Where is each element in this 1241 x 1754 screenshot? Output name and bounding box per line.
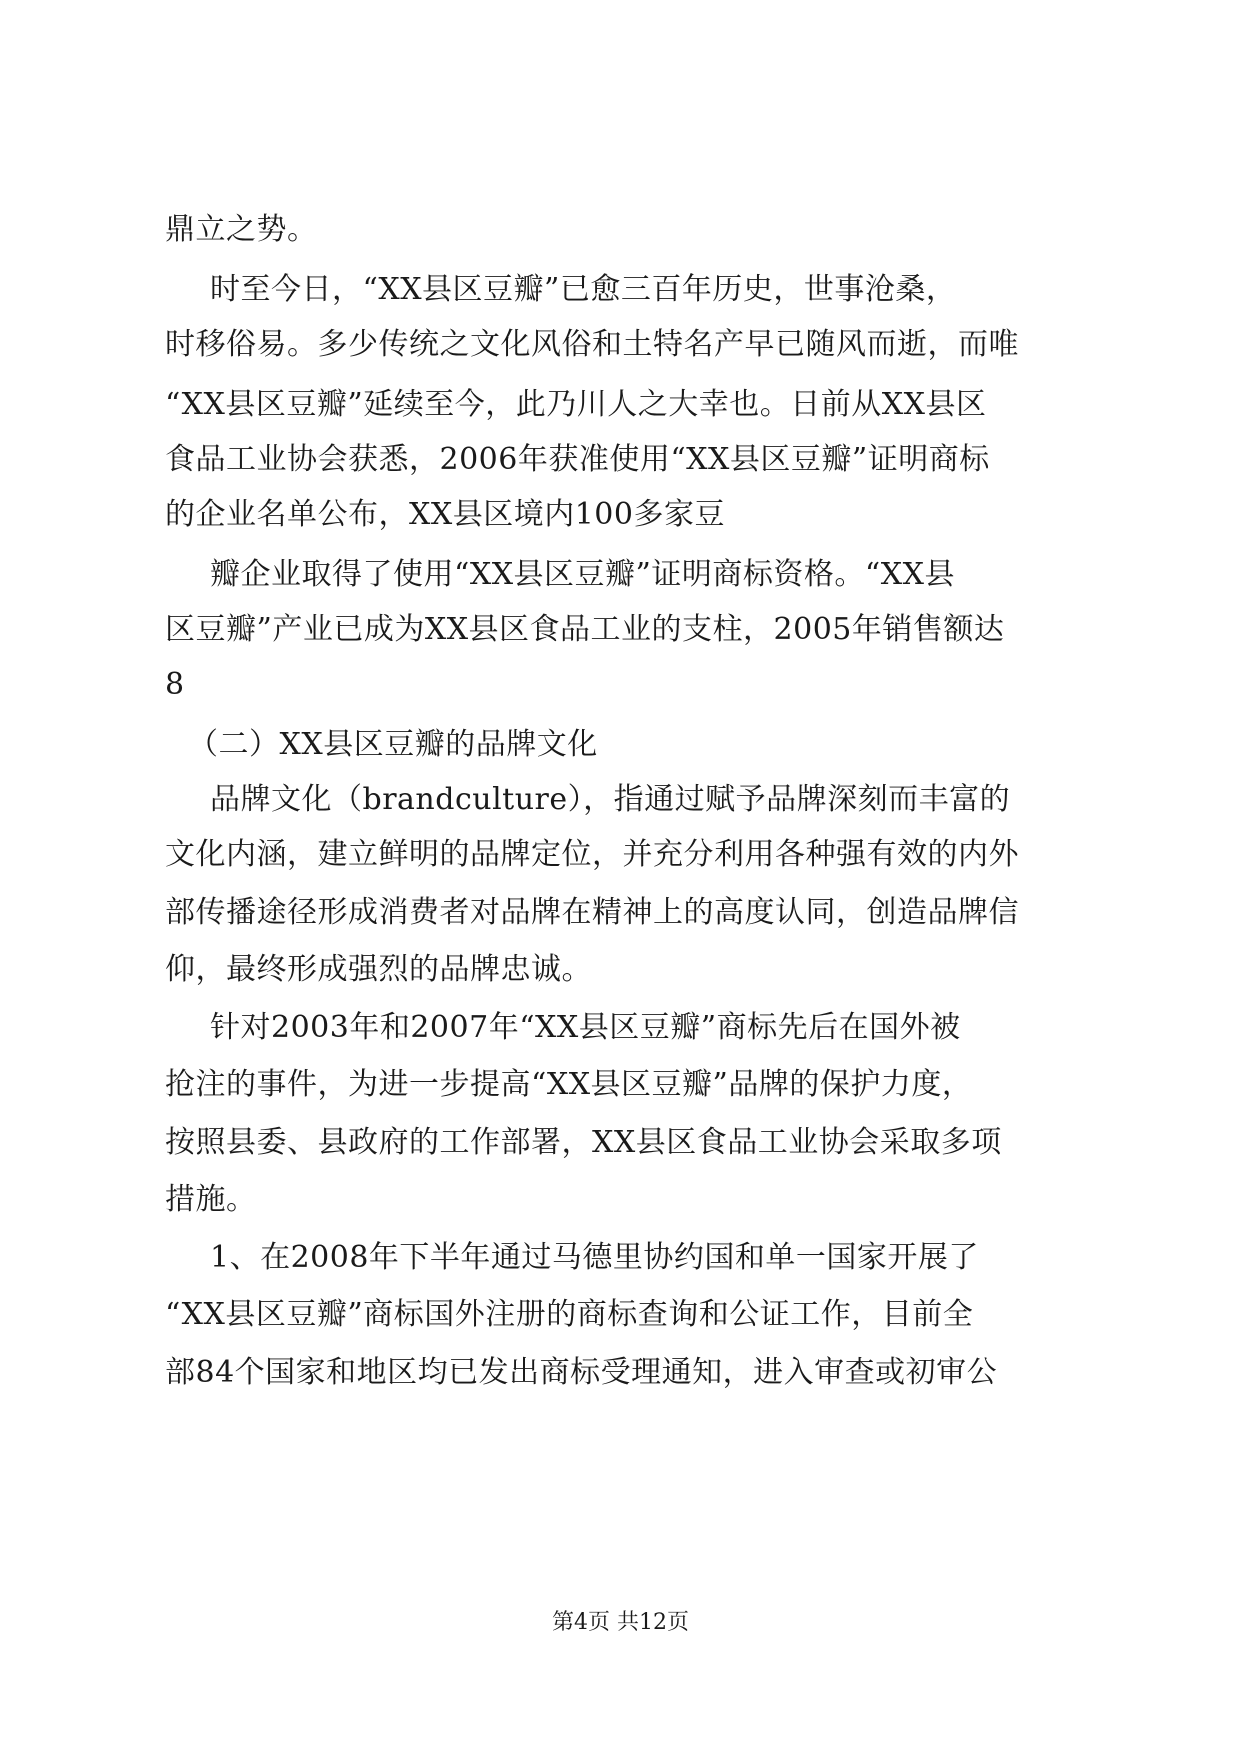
text-line: 瓣企业取得了使用“XX县区豆瓣”证明商标资格。“XX县 — [210, 557, 955, 592]
text-line: 部传播途径形成消费者对品牌在精神上的高度认同，创造品牌信 — [165, 895, 1019, 930]
text-line: 抢注的事件，为进一步提高“XX县区豆瓣”品牌的保护力度， — [165, 1067, 973, 1102]
text-line: 区豆瓣”产业已成为XX县区食品工业的支柱，2005年销售额达 — [165, 612, 1005, 647]
text-line: 品牌文化（brandculture），指通过赋予品牌深刻而丰富的 — [210, 782, 1011, 817]
text-line: 仰，最终形成强烈的品牌忠诚。 — [165, 952, 592, 987]
page-number-footer: 第4页 共12页 — [552, 1610, 689, 1635]
text-line: 文化内涵，建立鲜明的品牌定位，并充分利用各种强有效的内外 — [165, 837, 1019, 872]
text-line: 食品工业协会获悉，2006年获准使用“XX县区豆瓣”证明商标 — [165, 442, 990, 477]
text-line: 针对2003年和2007年“XX县区豆瓣”商标先后在国外被 — [210, 1010, 961, 1045]
text-line: 按照县委、县政府的工作部署，XX县区食品工业协会采取多项 — [165, 1125, 1002, 1160]
text-line: 时移俗易。多少传统之文化风俗和土特名产早已随风而逝，而唯 — [165, 327, 1019, 362]
text-line: 1、在2008年下半年通过马德里协约国和单一国家开展了 — [210, 1240, 979, 1275]
text-line: 时至今日，“XX县区豆瓣”已愈三百年历史，世事沧桑， — [210, 272, 957, 307]
text-line: 鼎立之势。 — [165, 212, 318, 247]
text-line: 部84个国家和地区均已发出商标受理通知，进入审查或初审公 — [165, 1355, 998, 1390]
text-line: 的企业名单公布，XX县区境内100多家豆 — [165, 497, 725, 532]
text-line: 措施。 — [165, 1182, 257, 1217]
text-line: “XX县区豆瓣”延续至今，此乃川人之大幸也。日前从XX县区 — [165, 387, 987, 422]
text-line: “XX县区豆瓣”商标国外注册的商标查询和公证工作，目前全 — [165, 1297, 974, 1332]
section-heading: （二）XX县区豆瓣的品牌文化 — [188, 727, 598, 762]
text-line: 8 — [165, 667, 185, 702]
